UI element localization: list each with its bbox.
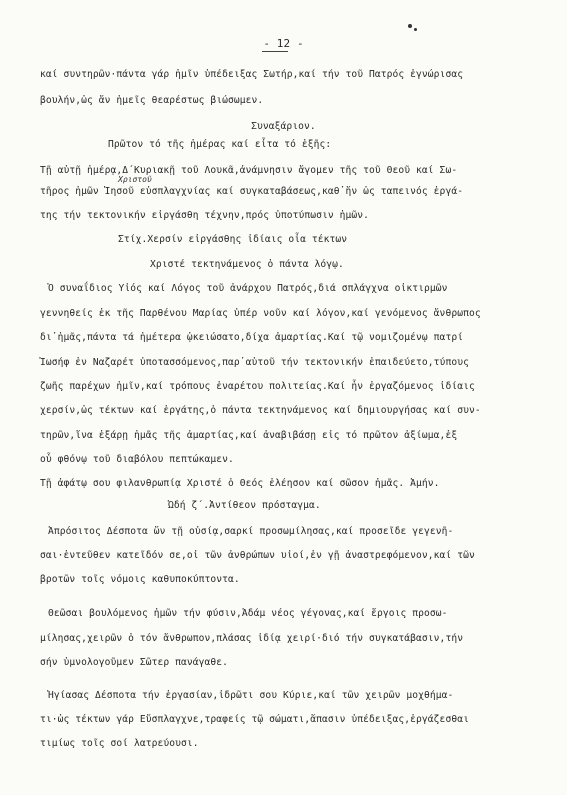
text-line: τῆρος ἡμῶν Ἰησοῦ εὐσπλαγχνίας καί συγκαταβάσεως,καθ᾿ἥν ὡς ταπεινός ἐργά- (40, 186, 464, 197)
text-line: Τῇ ἀφάτῳ σου φιλανθρωπίᾳ Χριστέ ὁ Θεός ἐλέησον καί σῶσον ἡμᾶς. Ἀμήν. (40, 478, 440, 489)
verse-line: Χριστέ τεκτηνάμενος ὁ πάντα λόγῳ. (150, 259, 344, 270)
text-line: Ἀπρόσιτος Δέσποτα ὤν τῇ οὐσίᾳ,σαρκί προσωμίλησας,καί προσεῖδε γεγενῆ- (48, 526, 454, 537)
page-number-underline (262, 51, 288, 52)
text-line: χερσίν,ὡς τέκτων καί ἐργάτης,ὁ πάντα τεκτηνάμενος καί δημιουργήσας καί συν- (40, 405, 481, 416)
text-line: τηρῶν,ἵνα ἐξάρῃ ἡμᾶς τῆς ἁμαρτίας,καί ἀναβιβάσῃ εἰς τό πρῶτον ἀξίωμα,ἐξ (40, 430, 458, 441)
text-line: Ὁ συναΐδιος Υἱός καί Λόγος τοῦ ἀνάρχου Πατρός,διά σπλάγχνα οἰκτιρμῶν (48, 283, 448, 294)
text-line: Ἰωσήφ ἐν Ναζαρέτ ὑποτασσόμενος,παρ᾿αὐτοῦ τήν τεκτονικήν ἐπαιδεύετο,τύπους (40, 357, 469, 368)
ink-mark (414, 28, 417, 31)
text-line: Πρῶτον τό τῆς ἡμέρας καί εἶτα τό ἑξῆς: (108, 139, 332, 150)
section-heading: Συναξάριον. (251, 121, 316, 132)
handwritten-insertion: Χριστοῦ (118, 175, 152, 184)
text-line: βουλήν,ὡς ἄν ἡμεῖς θεαρέστως βιώσωμεν. (40, 95, 264, 106)
page-number: - 12 - (263, 37, 304, 50)
text-line: γεννηθείς ἐκ τῆς Παρθένου Μαρίας ὑπέρ νοῦν καί λόγον,καί γενόμενος ἄνθρωπος (40, 308, 481, 319)
ode-heading: Ὠδή ζ΄.Ἀντίθεον πρόσταγμα. (168, 500, 321, 511)
text-line: ζωῆς παρέχων ἡμῖν,καί τρόπους ἐναρέτου πολιτείας.Καί ἦν ἐργαζόμενος ἰδίαις (40, 381, 475, 392)
text-line: καί συντηρῶν·πάντα γάρ ἡμῖν ὑπέδειξας Σωτήρ,καί τήν τοῦ Πατρός ἐγνώρισας (40, 69, 464, 80)
text-line: της τήν τεκτονικήν εἰργάσθη τέχνην,πρός ὑποτύπωσιν ἡμῶν. (40, 210, 370, 221)
verse-line: Στίχ.Χερσίν εἰργάσθης ἰδίαις οἷα τέκτων (118, 234, 348, 245)
text-line: οὗ φθόνῳ τοῦ διαβόλου πεπτώκαμεν. (40, 454, 234, 465)
text-line: Θεῶσαι βουλόμενος ἡμῶν τήν φύσιν,Ἀδάμ νέος γέγονας,καί ἔργοις προσω- (48, 608, 448, 619)
text-line: βροτῶν τοῖς νόμοις καθυποκύπτοντα. (40, 574, 240, 585)
ink-mark (408, 24, 412, 28)
text-line: μίλησας,χειρῶν ὁ τόν ἄνθρωπον,πλάσας ἰδίᾳ χειρί·διό τήν συγκατάβασιν,τήν (40, 633, 464, 644)
text-line: Ἡγίασας Δέσποτα τήν ἐργασίαν,ἱδρῶτι σου Κύριε,καί τῶν χειρῶν μοχθήμα- (48, 690, 454, 701)
text-line: σαι·ἐντεῦθεν κατεῖδόν σε,οἱ τῶν ἀνθρώπων υἱοί,ἐν γῇ ἀναστρεφόμενον,καί τῶν (40, 550, 475, 561)
text-line: δι᾿ἡμᾶς,πάντα τά ἡμέτερα ᾠκειώσατο,δίχα ἁμαρτίας.Καί τῷ νομιζομένῳ πατρί (40, 332, 464, 343)
text-line: σήν ὑμνολογοῦμεν Σῶτερ πανάγαθε. (40, 657, 229, 668)
text-line: Τῇ αὐτῇ ἡμέρᾳ,Δ΄Κυριακῇ τοῦ Λουκᾶ,ἀνάμνησιν ἄγομεν τῆς τοῦ Θεοῦ καί Σω- (40, 165, 458, 176)
text-line: τι·ὡς τέκτων γάρ Εὔσπλαγχνε,τραφείς τῷ σώματι,ἅπασιν ὑπέδειξας,ἐργάζεσθαι (40, 714, 469, 725)
text-line: τιμίως τοῖς σοί λατρεύουσι. (40, 738, 199, 749)
